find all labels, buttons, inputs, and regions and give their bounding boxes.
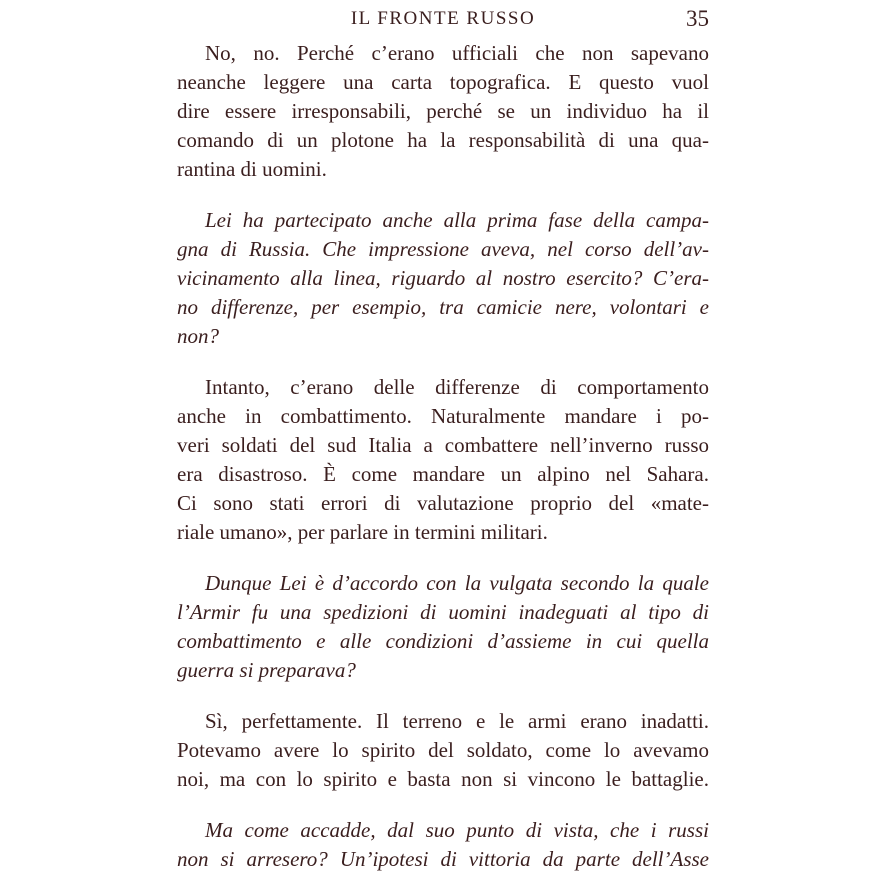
interview-answer-paragraph xyxy=(177,39,709,184)
body-text xyxy=(177,39,709,874)
running-head xyxy=(177,6,709,34)
text-line: Sì, perfettamente. Il terreno e le armi erano inadatti. xyxy=(205,709,709,733)
text-line: veri soldati del sud Italia a combattere nell’inverno russo xyxy=(177,433,709,457)
text-line: no differenze, per esempio, tra camicie nere, volontari e xyxy=(177,295,709,319)
text-line: dire essere irresponsabili, perché se un individuo ha il xyxy=(177,99,709,123)
text-line: Dunque Lei è d’accordo con la vulgata secondo la quale xyxy=(205,571,709,595)
text-line: neanche leggere una carta topografica. E questo vuol xyxy=(177,70,709,94)
interview-answer-paragraph xyxy=(177,373,709,547)
text-line: combattimento e alle condizioni d’assieme in cui quella xyxy=(177,629,709,653)
interview-question-paragraph xyxy=(177,569,709,685)
text-line: gna di Russia. Che impressione aveva, nel corso dell’av- xyxy=(177,237,709,261)
text-line: non? xyxy=(177,324,219,348)
text-line: non si arresero? Un’ipotesi di vittoria da parte dell’Asse xyxy=(177,847,709,871)
text-line: guerra si preparava? xyxy=(177,658,356,682)
text-line: noi, ma con lo spirito e basta non si vincono le battaglie. xyxy=(177,767,709,791)
running-title: IL FRONTE RUSSO xyxy=(350,8,536,29)
text-line: Ma come accadde, dal suo punto di vista, che i russi xyxy=(205,818,709,842)
interview-question-paragraph xyxy=(177,206,709,351)
text-line: Potevamo avere lo spirito del soldato, come lo avevamo xyxy=(177,738,709,762)
text-line: l’Armir fu una spedizioni di uomini inadeguati al tipo di xyxy=(177,600,709,624)
text-line: comando di un plotone ha la responsabilità di una qua- xyxy=(177,128,709,152)
interview-question-paragraph xyxy=(177,816,709,874)
text-line: Lei ha partecipato anche alla prima fase della campa- xyxy=(205,208,709,232)
text-line: era disastroso. È come mandare un alpino nel Sahara. xyxy=(177,462,709,486)
interview-answer-paragraph xyxy=(177,707,709,794)
text-line: Ci sono stati errori di valutazione proprio del «mate- xyxy=(177,491,709,515)
text-line: rantina di uomini. xyxy=(177,157,327,181)
text-line: anche in combattimento. Naturalmente mandare i po- xyxy=(177,404,709,428)
text-line: vicinamento alla linea, riguardo al nostro esercito? C’era- xyxy=(177,266,709,290)
page-number: 35 xyxy=(686,6,709,31)
text-line: No, no. Perché c’erano ufficiali che non sapevano xyxy=(205,41,709,65)
text-line: Intanto, c’erano delle differenze di comportamento xyxy=(205,375,709,399)
text-line: riale umano», per parlare in termini militari. xyxy=(177,520,548,544)
